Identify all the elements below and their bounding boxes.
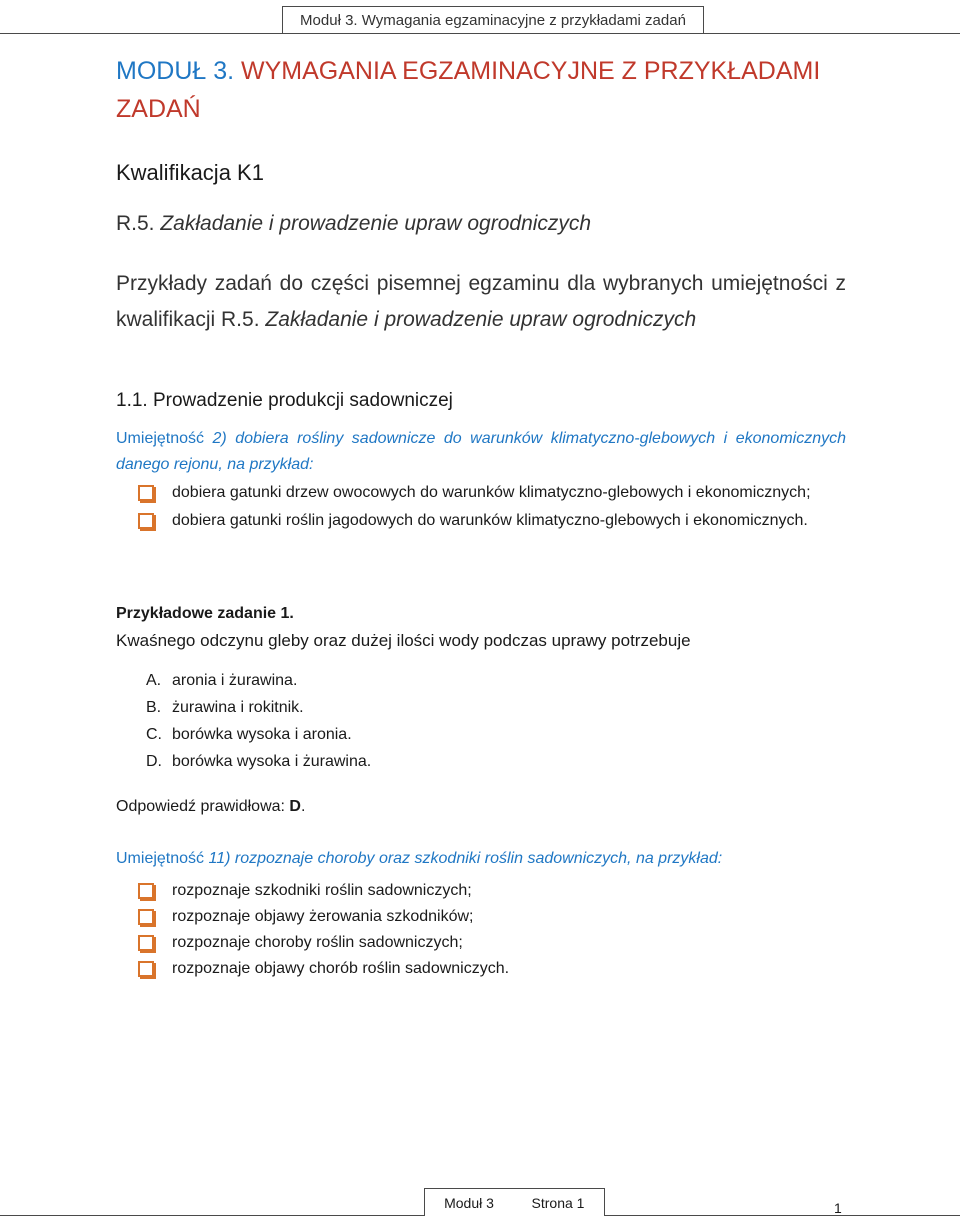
option-text: borówka wysoka i aronia. [172, 726, 352, 743]
list-item-text: dobiera gatunki drzew owocowych do warunków klimatyczno-glebowych i ekonomicznych; [172, 484, 811, 501]
skill-2-lead: Umiejętność [116, 430, 205, 447]
footer-module-label: Moduł 3 [444, 1194, 494, 1211]
option-text: żurawina i rokitnik. [172, 699, 304, 716]
qualification-heading: Kwalifikacja K1 [116, 160, 264, 185]
skill-2-bullets [138, 480, 846, 534]
option-letter: A. [146, 672, 162, 689]
skill-2-text: 2) dobiera rośliny sadownicze do warunków klimatyczno-glebowych i ekonomicznych danego rejonu, na przykład: [116, 430, 846, 473]
option-letter: D. [146, 753, 162, 770]
page-title [116, 52, 856, 128]
list-item [138, 956, 846, 982]
answer-options [146, 667, 371, 775]
footer-page [512, 1188, 605, 1216]
title-text: WYMAGANIA EGZAMINACYJNE Z PRZYKŁADAMI ZADAŃ [116, 57, 821, 123]
skill-11-paragraph [116, 846, 846, 872]
header-rule [0, 33, 960, 34]
list-item [138, 480, 846, 506]
answer-end: . [300, 798, 306, 815]
answer-option [146, 667, 371, 694]
checkbox-bullet-icon [138, 909, 154, 925]
answer-option [146, 721, 371, 748]
section-heading: 1.1. Prowadzenie produkcji sadowniczej [116, 390, 453, 411]
running-header [282, 6, 704, 33]
qualification-name [116, 212, 591, 236]
skill-11-bullets [138, 878, 846, 982]
checkbox-bullet-icon [138, 961, 154, 977]
examples-italic: Zakładanie i prowadzenie upraw ogrodniczych [259, 308, 697, 331]
page-number: 1 [834, 1200, 842, 1216]
option-text: borówka wysoka i żurawina. [172, 753, 372, 770]
checkbox-bullet-icon [138, 883, 154, 899]
title-prefix: MODUŁ 3. [116, 57, 235, 85]
option-text: aronia i żurawina. [172, 672, 298, 689]
examples-lead: Przykłady zadań do części pisemnej egzaminu dla wybranych umiejętności z kwalifikacji R.5. [116, 272, 846, 331]
checkbox-bullet-icon [138, 935, 154, 951]
list-item-text: rozpoznaje szkodniki roślin sadowniczych; [172, 882, 472, 899]
correct-answer [116, 798, 305, 816]
footer-module [424, 1188, 514, 1216]
answer-label: Odpowiedź prawidłowa: [116, 798, 290, 815]
list-item-text: dobiera gatunki roślin jagodowych do warunków klimatyczno-glebowych i ekonomicznych. [172, 512, 808, 529]
qualification-title: Zakładanie i prowadzenie upraw ogrodniczych [154, 212, 592, 235]
checkbox-bullet-icon [138, 513, 154, 529]
list-item [138, 508, 846, 534]
list-item [138, 904, 846, 930]
examples-heading [116, 266, 846, 338]
list-item [138, 930, 846, 956]
option-letter: C. [146, 726, 162, 743]
option-letter: B. [146, 699, 162, 716]
skill-11-text: 11) rozpoznaje choroby oraz szkodniki roślin sadowniczych, na przykład: [204, 850, 723, 867]
task-question: Kwaśnego odczynu gleby oraz dużej ilości wody podczas uprawy potrzebuje [116, 631, 691, 650]
list-item-text: rozpoznaje objawy chorób roślin sadowniczych. [172, 960, 510, 977]
skill-11-lead: Umiejętność [116, 850, 205, 867]
checkbox-bullet-icon [138, 485, 154, 501]
footer-page-label: Strona 1 [531, 1194, 585, 1211]
running-title: Moduł 3. Wymagania egzaminacyjne z przykładami zadań [300, 11, 686, 29]
list-item-text: rozpoznaje choroby roślin sadowniczych; [172, 934, 463, 951]
answer-option [146, 694, 371, 721]
list-item-text: rozpoznaje objawy żerowania szkodników; [172, 908, 474, 925]
task-label: Przykładowe zadanie 1. [116, 605, 294, 622]
qualification-code: R.5. [116, 212, 155, 235]
skill-2-paragraph [116, 426, 846, 478]
answer-value: D [289, 798, 301, 815]
list-item [138, 878, 846, 904]
answer-option [146, 748, 371, 775]
